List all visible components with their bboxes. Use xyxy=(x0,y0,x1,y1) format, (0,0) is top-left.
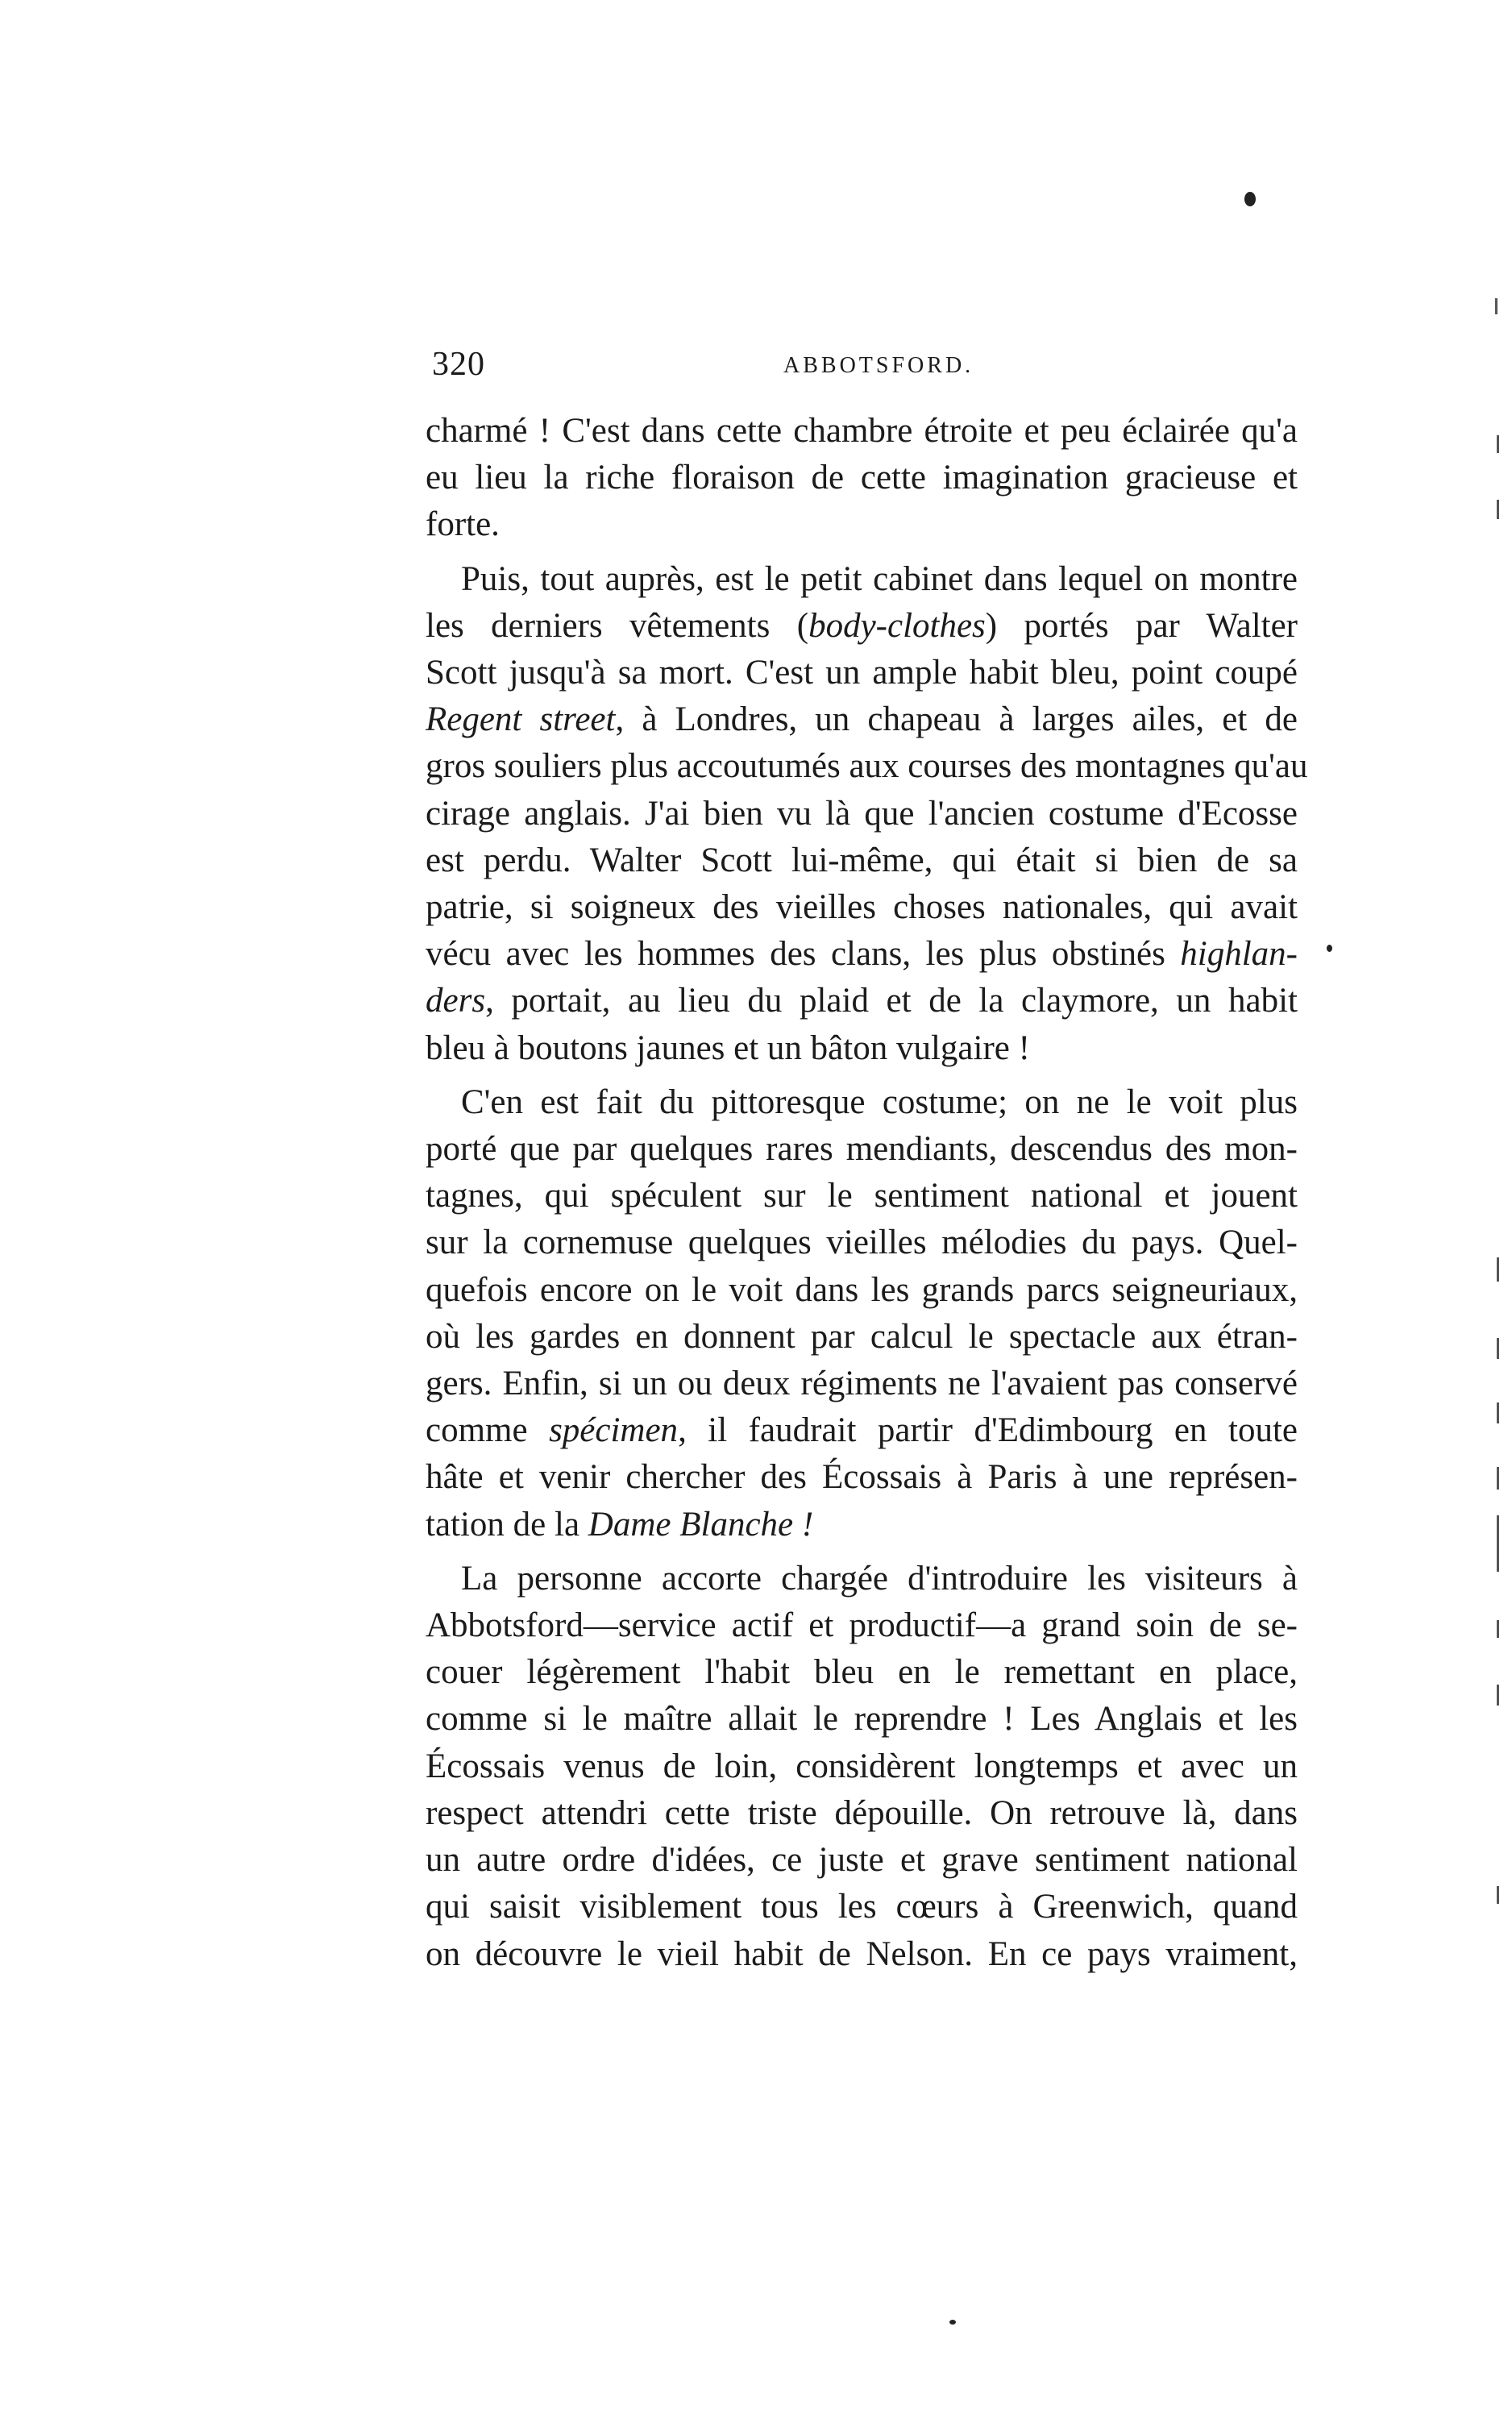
italic-phrase: Dame Blanche ! xyxy=(588,1505,814,1544)
margin-mark xyxy=(1497,1515,1499,1572)
italic-phrase: Regent street xyxy=(426,700,616,739)
text-line: comme si le maître allait le reprendre ! Les Anglais et les xyxy=(426,1700,1298,1739)
margin-mark xyxy=(1495,298,1497,314)
paragraph xyxy=(426,556,1308,1072)
text-line: respect attendri cette triste dépouille. On retrouve là, dans xyxy=(426,1793,1298,1832)
text-line: couer légèrement l'habit bleu en le remettant en place, xyxy=(426,1653,1298,1692)
text-line: vécu avec les hommes des clans, les plus obstinés highlan- xyxy=(426,935,1298,974)
text-line: Regent street, à Londres, un chapeau à larges ailes, et de xyxy=(426,700,1298,739)
text-line: cirage anglais. J'ai bien vu là que l'ancien costume d'Ecosse xyxy=(426,794,1298,833)
text-line: bleu à boutons jaunes et un bâton vulgaire ! xyxy=(426,1028,1030,1067)
ink-speck xyxy=(1327,945,1332,952)
page-header xyxy=(432,345,1304,393)
body-text xyxy=(426,408,1308,1978)
text-line: tagnes, qui spéculent sur le sentiment national et jouent xyxy=(426,1177,1298,1215)
text-line: forte. xyxy=(426,505,500,544)
text-line: charmé ! C'est dans cette chambre étroite et peu éclairée qu'a xyxy=(426,412,1298,450)
margin-mark xyxy=(1497,1685,1499,1706)
text-line: on découvre le vieil habit de Nelson. En ce pays vraiment, xyxy=(426,1934,1298,1973)
text-line: hâte et venir chercher des Écossais à Paris à une représen- xyxy=(426,1458,1298,1497)
text-line: tation de la Dame Blanche ! xyxy=(426,1505,814,1544)
text-line: les derniers vêtements (body-clothes) portés par Walter xyxy=(426,606,1298,645)
text-line: gros souliers plus accoutumés aux courses des montagnes qu'au xyxy=(426,747,1308,786)
text-line: Scott jusqu'à sa mort. C'est un ample habit bleu, point coupé xyxy=(426,654,1298,692)
text-line: C'en est fait du pittoresque costume; on ne le voit plus xyxy=(461,1082,1298,1121)
margin-mark xyxy=(1497,500,1499,519)
text-line: Abbotsford—service actif et productif—a grand soin de se- xyxy=(426,1606,1298,1645)
running-head: ABBOTSFORD. xyxy=(783,353,974,378)
margin-mark xyxy=(1497,1257,1499,1282)
text-line: porté que par quelques rares mendiants, descendus des mon- xyxy=(426,1130,1298,1169)
margin-mark xyxy=(1497,435,1499,453)
ink-speck xyxy=(949,2320,956,2325)
text-line: qui saisit visiblement tous les cœurs à Greenwich, quand xyxy=(426,1888,1298,1926)
text-line: Écossais venus de loin, considèrent longtemps et avec un xyxy=(426,1747,1298,1785)
paragraph xyxy=(426,1556,1298,1978)
text-line: eu lieu la riche floraison de cette imagination gracieuse et xyxy=(426,459,1298,497)
text-line: Puis, tout auprès, est le petit cabinet dans lequel on montre xyxy=(461,559,1298,598)
text-line: patrie, si soigneux des vieilles choses nationales, qui avait xyxy=(426,888,1298,927)
text-line: La personne accorte chargée d'introduire les visiteurs à xyxy=(461,1559,1298,1598)
margin-mark xyxy=(1497,1620,1499,1638)
text-line: est perdu. Walter Scott lui-même, qui était si bien de sa xyxy=(426,841,1298,879)
italic-phrase: spécimen xyxy=(549,1411,679,1450)
text-line: un autre ordre d'idées, ce juste et grave sentiment national xyxy=(426,1841,1298,1880)
text-line: sur la cornemuse quelques vieilles mélodies du pays. Quel- xyxy=(426,1224,1298,1262)
margin-mark xyxy=(1497,1467,1499,1490)
page-number: 320 xyxy=(432,346,485,383)
text-line: ders, portait, au lieu du plaid et de la claymore, un habit xyxy=(426,982,1298,1020)
margin-mark xyxy=(1497,1402,1499,1423)
margin-mark xyxy=(1497,1886,1499,1904)
paragraph xyxy=(426,1079,1298,1548)
margin-mark xyxy=(1497,1338,1499,1359)
text-line: quefois encore on le voit dans les grands parcs seigneuriaux, xyxy=(426,1270,1298,1309)
italic-phrase: body-clothes xyxy=(808,606,986,645)
paragraph xyxy=(426,408,1298,549)
text-line: où les gardes en donnent par calcul le spectacle aux étran- xyxy=(426,1317,1298,1356)
text-line: gers. Enfin, si un ou deux régiments ne l'avaient pas conservé xyxy=(426,1365,1298,1403)
ink-speck xyxy=(1244,192,1256,206)
text-line: comme spécimen, il faudrait partir d'Edimbourg en toute xyxy=(426,1411,1298,1450)
italic-phrase: highlan- xyxy=(1180,935,1298,974)
italic-phrase: ders xyxy=(426,982,486,1020)
